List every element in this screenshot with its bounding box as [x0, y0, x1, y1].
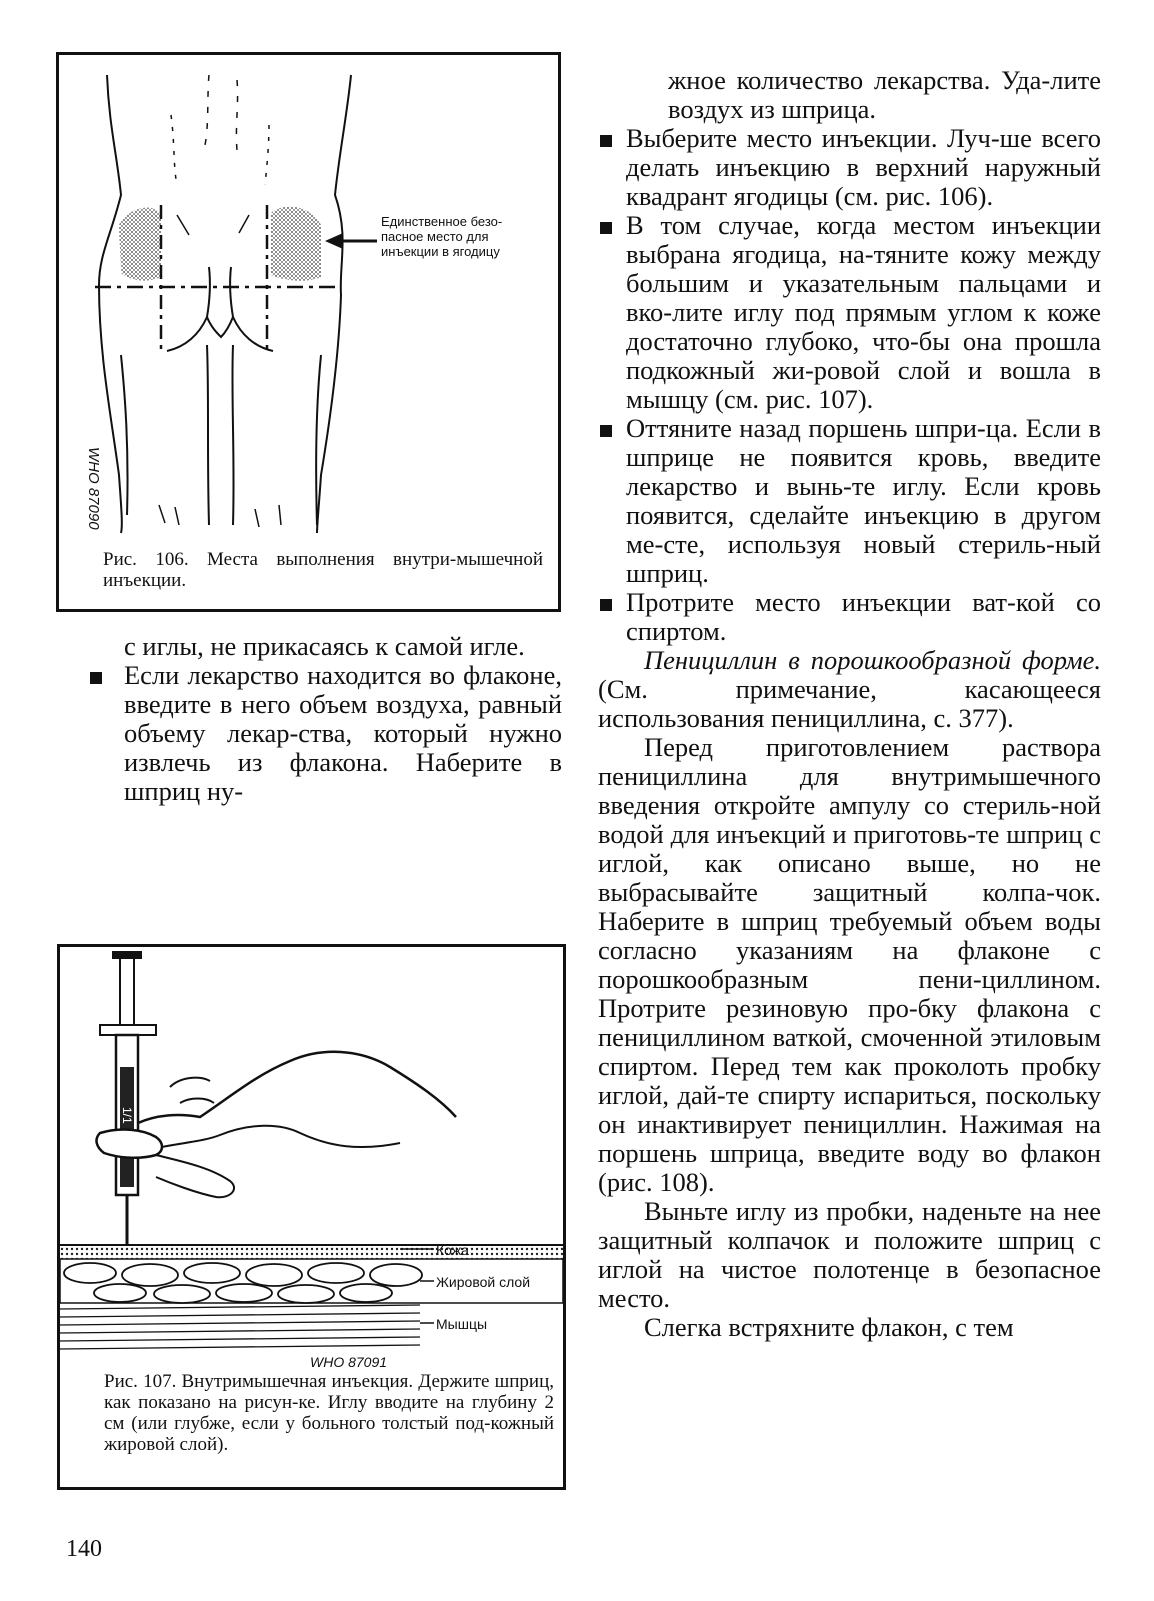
figure-caption: Рис. 106. Места выполнения внутри-мышечной инъекции.: [103, 549, 543, 591]
figure-107: [57, 944, 566, 1490]
heading-rest: (См. примечание, касающееся использования пенициллина, с. 377).: [598, 674, 1101, 733]
right-column: [598, 66, 1101, 1342]
bullet-item: [100, 661, 562, 806]
italic-heading: Пенициллин в порошкообразной форме.: [644, 645, 1101, 675]
bullet-text: Протрите место инъекции ват-кой со спиртом.: [626, 587, 1101, 646]
figure-code: WHO 87091: [310, 1354, 388, 1370]
syringe-marking: 1/1: [120, 1107, 134, 1124]
skin-label: Кожа: [436, 1242, 469, 1258]
callout-line-2: пасное место для: [381, 229, 489, 244]
continuation-text: жное количество лекарства. Уда-лите воздух из шприца.: [668, 65, 1101, 124]
bullet-text: Выберите место инъекции. Луч-ше всего делать инъекцию в верхний наружный квадрант ягодицы (см. рис. 106).: [626, 123, 1101, 211]
bullet-square-icon: [600, 599, 612, 611]
page-number: 140: [66, 1536, 102, 1562]
bullet-item: [598, 588, 1101, 646]
muscle-label: Мышцы: [436, 1316, 488, 1332]
bullet-square-icon: [600, 135, 612, 147]
fat-label: Жировой слой: [436, 1274, 531, 1290]
skin-layer: [60, 1245, 563, 1259]
paragraph: Слегка встряхните флакон, с тем: [644, 1312, 1014, 1342]
muscle-layer: [60, 1305, 420, 1349]
bullet-text: Если лекарство находится во флаконе, введите в него объем воздуха, равный объему лекар-ства, который нужно извлечь из флакона. Наберите в шприц ну-: [124, 660, 562, 806]
callout-line-1: Единственное безо-: [381, 214, 503, 229]
bullet-square-icon: [90, 672, 102, 684]
bullet-item: [598, 124, 1101, 211]
left-column: [124, 632, 562, 806]
paragraph: Выньте иглу из пробки, наденьте на нее защитный колпачок и положите шприц с иглой на чистое полотенце в безопасное место.: [598, 1196, 1101, 1313]
bullet-square-icon: [600, 425, 612, 437]
buttocks-illustration: [59, 55, 558, 609]
bullet-text: В том случае, когда местом инъекции выбрана ягодица, на-тяните кожу между большим и указательным пальцами и вко-лите иглу под прямым углом к коже достаточно глубоко, что-бы она прошла подкожный жи-ровой слой и вошла в мышцу (см. рис. 107).: [626, 210, 1101, 414]
plunger-rod: [120, 957, 134, 1027]
bullet-square-icon: [600, 222, 612, 234]
figure-106: [56, 52, 561, 612]
figure-caption: Рис. 107. Внутримышечная инъекция. Держите шприц, как показано на рисун-ке. Иглу вводите на глубину 2 см (или глубже, если у больного толстый под-кожный жировой слой).: [104, 1371, 554, 1455]
section-heading-paragraph: [598, 646, 1101, 733]
callout-line-3: инъекции в ягодицу: [381, 244, 500, 259]
figure-code: WHO 87090: [85, 447, 102, 530]
continuation-text: с иглы, не прикасаясь к самой игле.: [124, 631, 525, 661]
bullet-text: Оттяните назад поршень шпри-ца. Если в шприце не появится кровь, введите лекарство и вынь-те иглу. Если кровь появится, сделайте инъекцию в другом ме-сте, используя новый стериль-ный шприц.: [626, 413, 1101, 588]
syringe-flange: [100, 1025, 156, 1035]
paragraph: Перед приготовлением раствора пенициллина для внутримышечного введения откройте ампулу со стериль-ной водой для инъекций и приготовь-те шприц с иглой, как описано выше, но не выбрасывайте защитный колпа-чок. Наберите в шприц требуемый объем воды согласно указаниям на флаконе с порошкообразным пени-циллином. Протрите резиновую про-бку флакона с пенициллином ваткой, смоченной этиловым спиртом. Перед тем как проколоть пробку иглой, дай-те спирту испариться, поскольку он инактивирует пенициллин. Нажимая на поршень шприца, введите воду во флакон (рис. 108).: [598, 732, 1101, 1197]
bullet-item: [598, 211, 1101, 414]
bullet-item: [598, 414, 1101, 588]
